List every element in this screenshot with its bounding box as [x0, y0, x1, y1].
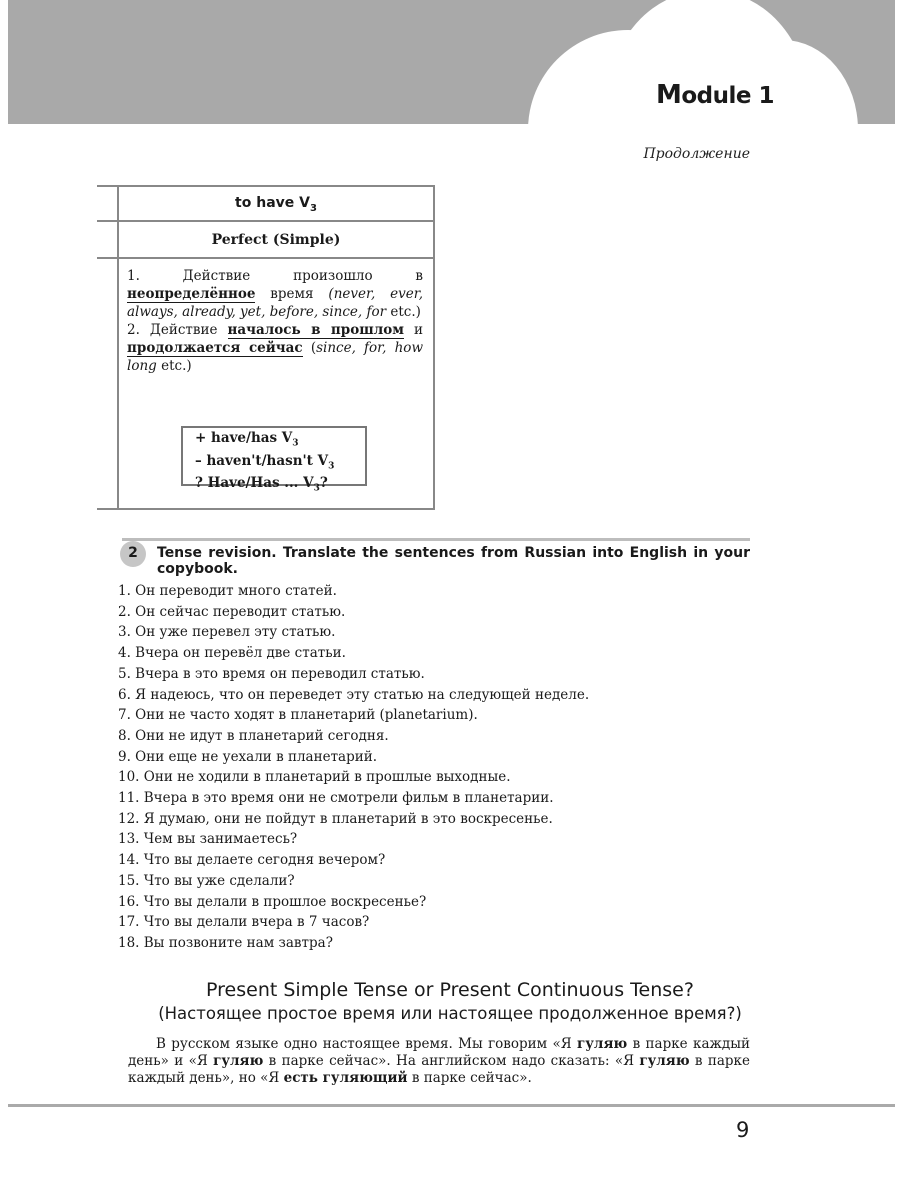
page-number: 9	[736, 1118, 750, 1142]
formula-negative: – haven't/hasn't $V_3$	[195, 452, 335, 472]
form-cell: to have $V_3$	[235, 195, 317, 214]
formula-question: ? Have/Has ... $V_3$?	[195, 475, 328, 495]
list-item: 14. Что вы делаете сегодня вечером?	[118, 852, 386, 869]
task-number-badge: 2	[120, 541, 146, 567]
usage-rules: 1. Действие произошло в неопределённое время (never, ever, always, already, yet, before, since, for etc.) 2. Действие началось в прошлом и продолжается сейчас (since, for, how long etc.)	[127, 268, 423, 374]
section-subtitle: (Настоящее простое время или настоящее продолженное время?)	[158, 1004, 742, 1023]
continuation-label: Продолжение	[643, 146, 750, 162]
list-item: 7. Они не часто ходят в планетарий (planetarium).	[118, 707, 478, 724]
list-item: 12. Я думаю, они не пойдут в планетарий в это воскресенье.	[118, 810, 553, 827]
module-header-band	[8, 0, 895, 124]
list-item: 18. Вы позвоните нам завтра?	[118, 934, 333, 951]
list-item: 1. Он переводит много статей.	[118, 583, 337, 599]
sentence-list	[118, 581, 589, 954]
tense-name-cell: Perfect (Simple)	[211, 232, 341, 248]
list-item: 16. Что вы делали в прошлое воскресенье?	[118, 893, 427, 910]
module-title: Module 1	[656, 80, 775, 110]
formula-box	[181, 426, 367, 495]
list-item: 17. Что вы делали вчера в 7 часов?	[118, 914, 370, 931]
formula-affirmative: + have/has $V_3$	[195, 430, 299, 449]
list-item: 15. Что вы уже сделали?	[118, 872, 295, 889]
list-item: 9. Они еще не уехали в планетарий.	[118, 748, 378, 765]
list-item: 3. Он уже перевел эту статью.	[118, 624, 336, 641]
list-item: 10. Они не ходили в планетарий в прошлые выходные.	[118, 769, 511, 786]
explanation-paragraph: В русском языке одно настоящее время. Мы говорим «Я гуляю в парке каждый день» и «Я гуляю в парке сейчас». На английском надо сказать: «Я гуляю в парке каждый день», но «Я есть гуляющий в парке сейчас».	[128, 1036, 750, 1086]
list-item: 2. Он сейчас переводит статью.	[118, 603, 346, 620]
list-item: 5. Вчера в это время он переводил статью.	[118, 665, 425, 682]
footer-divider	[8, 1104, 895, 1107]
list-item: 4. Вчера он перевёл две статьи.	[118, 645, 346, 662]
list-item: 6. Я надеюсь, что он переведет эту статью на следующей неделе.	[118, 686, 590, 703]
list-item: 11. Вчера в это время они не смотрели фильм в планетарии.	[118, 790, 554, 807]
section-title: Present Simple Tense or Present Continuous Tense?	[206, 979, 694, 1001]
task-instruction: Tense revision. Translate the sentences from Russian into English in your copybook.	[157, 545, 750, 577]
list-item: 13. Чем вы занимаетесь?	[118, 831, 298, 848]
task-divider	[122, 538, 750, 541]
list-item: 8. Они не идут в планетарий сегодня.	[118, 727, 389, 744]
perfect-tense-table	[97, 185, 435, 510]
